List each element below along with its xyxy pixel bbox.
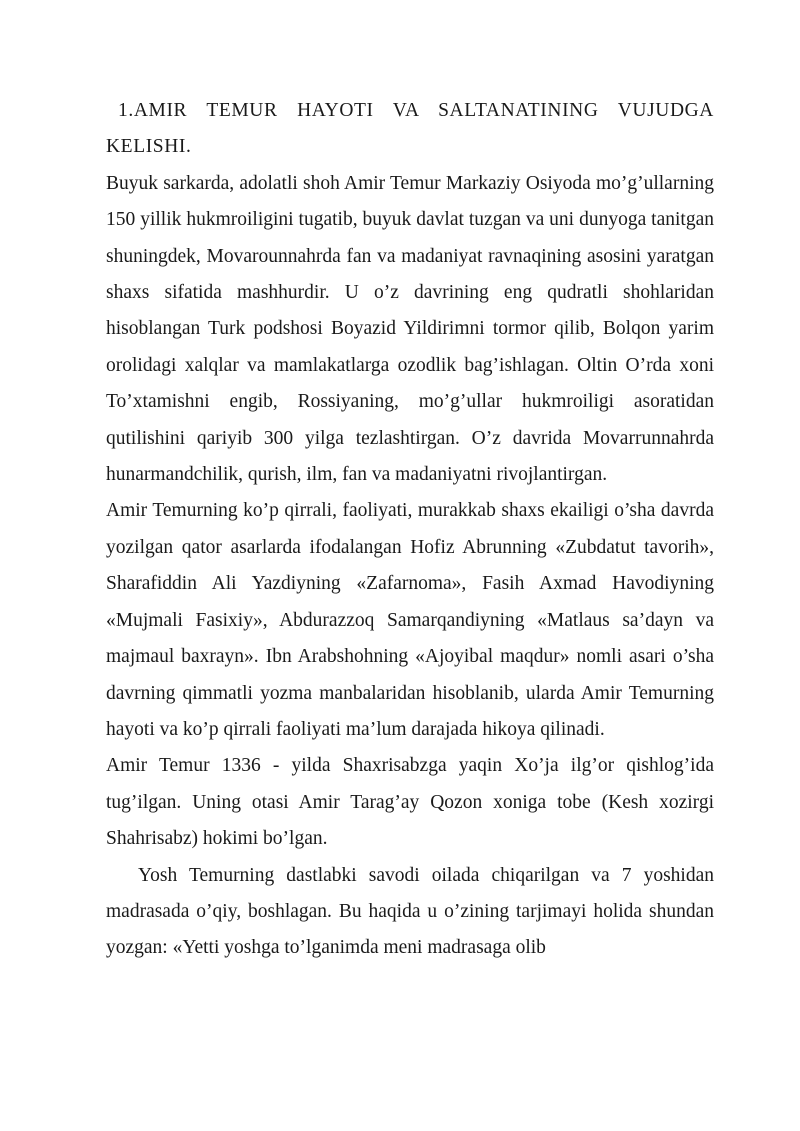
section-heading: 1.AMIR TEMUR HAYOTI VA SALTANATINING VUJUDGA KELISHI. [106, 100, 714, 158]
document-page [106, 93, 714, 967]
paragraph-education: Yosh Temurning dastlabki savodi oilada chiqarilgan va 7 yoshidan madrasada o’qiy, boshlagan. Bu haqida u o’zining tarjimayi holida shundan yozgan: «Yetti yoshga to’lganimda meni madrasaga olib [106, 864, 714, 959]
paragraph-sources: Amir Temurning ko’p qirrali, faoliyati, murakkab shaxs ekailigi o’sha davrda yozilgan qator asarlarda ifodalangan Hofiz Abrunning «Zubdatut tavorih», Sharafiddin Ali Yazdiyning «Zafarnoma», Fasih Axmad Havodiyning «Mujmali Fasixiy», Abdurazzoq Samarqandiyning «Matlaus sa’dayn va majmaul baxrayn». Ibn Arabshohning «Ajoyibal maqdur» nomli asari o’sha davrning qimmatli yozma manbalaridan hisoblanib, ularda Amir Temurning hayoti va ko’p qirrali faoliyati ma’lum darajada hikoya qilinadi. [106, 500, 714, 740]
paragraph-birth: Amir Temur 1336 - yilda Shaxrisabzga yaqin Xo’ja ilg’or qishlog’ida tug’ilgan. Uning otasi Amir Tarag’ay Qozon xoniga tobe (Kesh xozirgi Shahrisabz) hokimi bo’lgan. [106, 755, 714, 850]
paragraph-intro: Buyuk sarkarda, adolatli shoh Amir Temur Markaziy Osiyoda mo’g’ullarning 150 yillik hukmroiligini tugatib, buyuk davlat tuzgan va uni dunyoga tanitgan shuningdek, Movarounnahrda fan va madaniyat ravnaqining asosini yaratgan shaxs sifatida mashhurdir. U o’z davrining eng qudratli shohlaridan hisoblangan Turk podshosi Boyazid Yildirimni tormor qilib, Bolqon yarim orolidagi xalqlar va mamlakatlarga ozodlik bag’ishlagan. Oltin O’rda xoni To’xtamishni engib, Rossiyaning, mo’g’ullar hukmroiligi asoratidan qutilishini qariyib 300 yilga tezlashtirgan. O’z davrida Movarrunnahrda hunarmandchilik, qurish, ilm, fan va madaniyatni rivojlantirgan. [106, 172, 714, 486]
